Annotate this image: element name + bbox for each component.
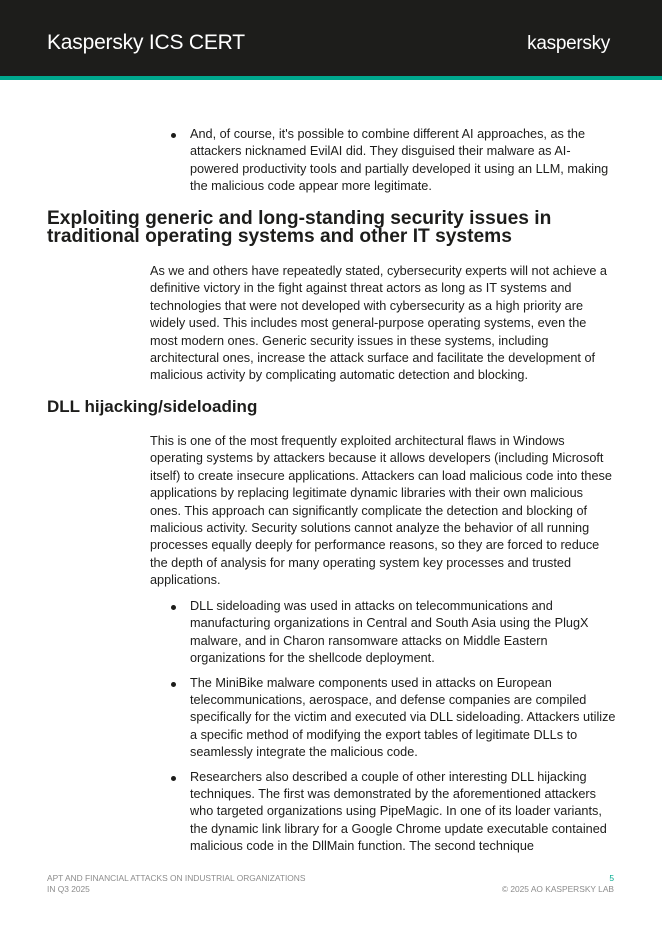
section-paragraph: As we and others have repeatedly stated, cybersecurity experts will not achieve a definitive victory in the fight against threat actors as long as IT systems and technologies that were not developed with cybersecurity as a high priority are widely used. This includes most general-purpose operating systems, even the most modern ones. Generic security issues in these systems, including architectural ones, increase the attack surface and facilitate the development of malicious activity by complicating automatic detection and blocking. — [150, 264, 607, 383]
header-title: Kaspersky ICS CERT — [47, 31, 245, 54]
subsection-heading: DLL hijacking/sideloading — [47, 397, 258, 416]
list-item: And, of course, it's possible to combine different AI approaches, as the attackers nicknamed EvilAI did. They disguised their malware as AI-powered productivity tools and partially developed it using an LLM, making the malicious code appear more legitimate. — [171, 126, 617, 196]
page-number: 5 — [609, 873, 614, 883]
page-header — [0, 0, 662, 76]
footer-report-title-line1: APT AND FINANCIAL ATTACKS ON INDUSTRIAL ORGANIZATIONS — [47, 873, 306, 883]
subsection-paragraph: This is one of the most frequently exploited architectural flaws in Windows operating systems by attackers because it allows developers (including Microsoft itself) to create insecure applications. Attackers can load malicious code into these applications by replacing legitimate dynamic libraries with their own malicious ones. This approach can significantly complicate the detection and blocking of malicious activity. Security solutions cannot analyze the behavior of all running processes equally deeply for performance reasons, so they are forced to reduce the depth of analysis for many operating system key processes and trusted applications. — [150, 434, 612, 588]
footer-report-title-line2: IN Q3 2025 — [47, 884, 90, 894]
header-accent-stripe — [0, 76, 662, 80]
footer-report-title — [47, 873, 327, 895]
list-item: DLL sideloading was used in attacks on telecommunications and manufacturing organizations in Central and South Asia using the PlugX malware, and in Charon ransomware attacks on Middle Eastern organizations for the shellcode deployment. — [171, 598, 617, 668]
list-item: Researchers also described a couple of other interesting DLL hijacking techniques. The first was demonstrated by the aforementioned attackers who targeted organizations using PipeMagic. In one of its loader variants, the dynamic link library for a Google Chrome update executable contained malicious code in the DllMain function. The second technique — [171, 769, 617, 856]
footer-copyright: © 2025 AO KASPERSKY LAB — [501, 884, 614, 894]
section-heading: Exploiting generic and long-standing security issues in traditional operating systems and other IT systems — [47, 208, 552, 247]
list-item: The MiniBike malware components used in attacks on European telecommunications, aerospace, and defense companies are compiled specifically for the victim and executed via DLL sideloading. Attackers utilize a specific method of modifying the export tables of legitimate DLLs to seamlessly integrate the malicious code. — [171, 675, 617, 762]
intro-bullet-list — [171, 126, 617, 196]
kaspersky-logo: kaspersky — [527, 33, 610, 54]
dll-bullet-list — [171, 598, 617, 856]
